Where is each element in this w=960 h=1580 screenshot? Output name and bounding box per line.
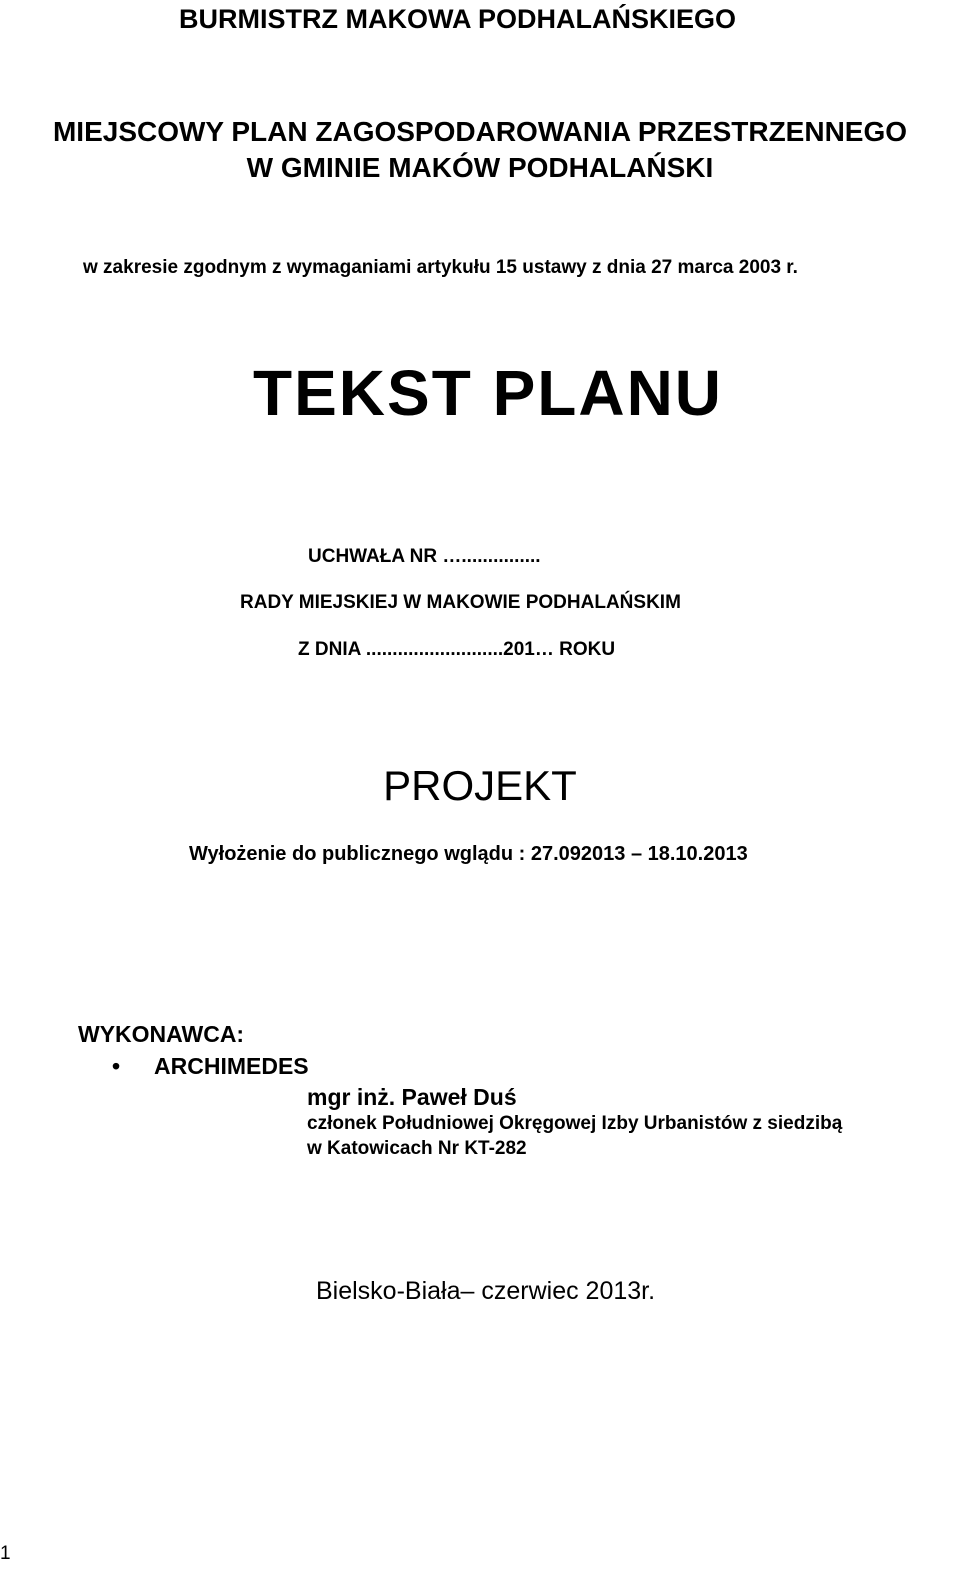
public-display-period: Wyłożenie do publicznego wglądu : 27.092013 – 18.10.2013 <box>189 843 748 865</box>
document-type-heading: TEKST PLANU <box>253 357 723 429</box>
plan-title-line-2: W GMINIE MAKÓW PODHALAŃSKI <box>246 152 714 183</box>
resolution-number: UCHWAŁA NR …............... <box>308 546 541 567</box>
contractor-person-name: mgr inż. Paweł Duś <box>307 1084 517 1110</box>
contractor-list-item <box>112 1053 309 1080</box>
contractor-label: WYKONAWCA: <box>78 1021 245 1047</box>
bullet-icon: • <box>112 1053 121 1079</box>
page-number: 1 <box>0 1543 11 1564</box>
issuing-authority: BURMISTRZ MAKOWA PODHALAŃSKIEGO <box>179 4 736 34</box>
plan-title-line-1: MIEJSCOWY PLAN ZAGOSPODAROWANIA PRZESTRZENNEGO <box>52 116 908 147</box>
contractor-name: ARCHIMEDES <box>154 1053 309 1079</box>
resolution-date: Z DNIA ..........................201… ROKU <box>298 639 616 660</box>
plan-scope: w zakresie zgodnym z wymaganiami artykułu 15 ustawy z dnia 27 marca 2003 r. <box>83 257 798 278</box>
council-name: RADY MIEJSKIEJ W MAKOWIE PODHALAŃSKIM <box>240 592 681 613</box>
place-and-date: Bielsko-Biała– czerwiec 2013r. <box>316 1277 656 1305</box>
document-status: PROJEKT <box>383 762 577 809</box>
contractor-person-description-line-1: członek Południowej Okręgowej Izby Urbanistów z siedzibą <box>307 1113 843 1134</box>
contractor-person-description-line-2: w Katowicach Nr KT-282 <box>307 1138 527 1159</box>
